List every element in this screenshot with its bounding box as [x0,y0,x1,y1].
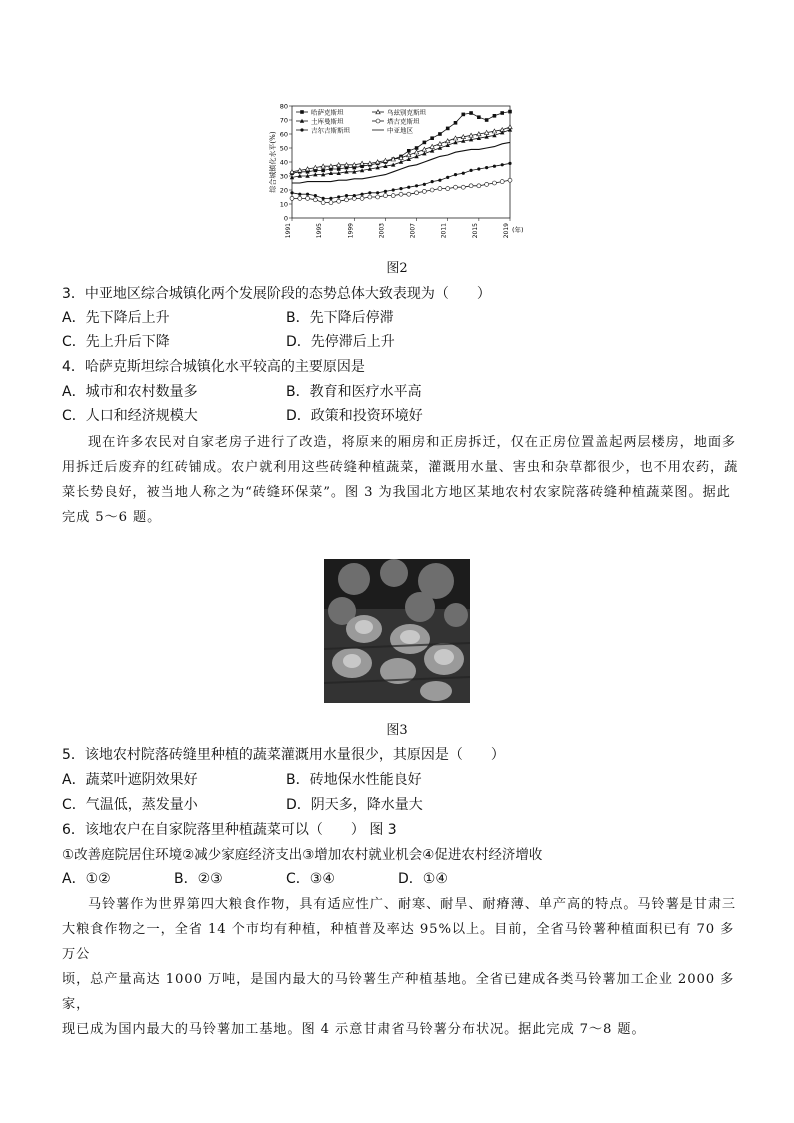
data-point [360,193,363,196]
data-point [422,189,426,193]
data-point [461,185,465,189]
urbanization-line-chart [266,100,528,248]
data-point [477,167,480,170]
legend-label: 塔吉克斯坦 [387,117,420,126]
q6-option-d: D．①④ [398,871,448,887]
question-6-stem: 6．该地农户在自家院落里种植蔬菜可以（ ） 图 3 [62,822,397,838]
q6-option-a: A．①② [62,871,111,887]
data-point [329,201,333,205]
y-tick-label: 80 [279,102,288,111]
x-tick-label: 2007 [409,223,417,239]
x-tick-label: 1995 [316,223,324,239]
passage-2-line-2: 大粮食作物之一，全省 14 个市均有种植，种植普及率达 95%以上。目前，全省马铃薯种植面积已有 70 多万公 [62,922,735,962]
data-point [306,196,310,200]
data-point [321,201,325,205]
data-point [313,198,317,202]
data-point [438,132,442,136]
data-point [391,194,395,198]
y-tick-label: 70 [279,116,288,125]
q3-option-c: C．先上升后下降 [62,334,170,350]
data-point [493,165,496,168]
y-axis-label: 综合城镇化水平(%) [269,131,277,193]
data-point [431,180,434,183]
data-point [383,194,387,198]
data-point [477,115,481,119]
question-6-items: ①改善庭院居住环境②减少家庭经济支出③增加农村就业机会④促进农村经济增收 [62,847,543,863]
x-tick-label: 2011 [440,223,448,239]
data-point [376,195,380,199]
q5-option-d: D．阴天多，降水量大 [286,797,423,813]
data-point [469,111,473,115]
data-point [407,186,410,189]
series-line-3 [292,180,510,202]
data-point [492,181,496,185]
passage-1-line-2: 用拆迁后废弃的红砖铺成。农户就利用这些砖缝种植蔬菜，灌溉用水量、害虫和杂草都很少，也不用农药，蔬 [62,460,739,475]
data-point [485,166,488,169]
passage-1-line-1: 现在许多农民对自家老房子进行了改造，将原来的厢房和正房拆迁，仅在正房位置盖起两层楼房，地面多 [88,435,737,450]
data-point [485,182,489,186]
x-tick-label: 1999 [347,223,355,239]
data-point [392,188,395,191]
passage-1-line-4: 完成 5～6 题。 [62,510,162,525]
q4-option-a: A．城市和农村数量多 [62,384,198,400]
data-point [477,184,481,188]
passage-brick-vegetables [62,430,742,530]
legend-label: 土库曼斯坦 [311,117,344,126]
data-point [493,114,497,118]
y-tick-label: 0 [283,214,288,223]
figure-3-caption: 图3 [386,723,408,738]
data-point [438,187,442,191]
data-point [321,169,325,173]
data-point [415,184,418,187]
data-point [407,192,411,196]
data-point [462,172,465,175]
data-point [290,196,294,200]
data-point [368,191,371,194]
data-point [461,113,465,117]
legend-label: 吉尔吉斯斯坦 [311,126,350,135]
data-point [322,197,325,200]
data-point [423,183,426,186]
question-4-stem: 4．哈萨克斯坦综合城镇化水平较高的主要原因是 [62,359,365,375]
data-point [306,193,309,196]
data-point [300,110,304,114]
data-point [430,188,434,192]
passage-2-line-1: 马铃薯作为世界第四大粮食作物，具有适应性广、耐寒、耐旱、耐瘠薄、单产高的特点。马铃薯是甘肃三 [88,897,737,912]
data-point [290,191,293,194]
data-point [407,149,411,153]
data-point [337,199,341,203]
q3-option-a: A．先下降后上升 [62,310,170,326]
passage-2-line-4: 现已成为国内最大的马铃薯加工基地。图 4 示意甘肃省马铃薯分布状况。据此完成 7～8 题。 [62,1022,646,1037]
data-point [298,196,302,200]
legend-label: 哈萨克斯坦 [311,108,344,117]
q4-option-c: C．人口和经济规模大 [62,408,198,424]
data-point [345,194,348,197]
x-axis-label: (年) [512,226,524,234]
data-point [500,111,504,115]
x-tick-label: 2019 [503,223,510,239]
vegetable-photo-illustration [324,559,470,703]
data-point [500,180,504,184]
data-point [446,176,449,179]
q6-option-b: B．②③ [174,871,223,887]
y-tick-label: 40 [279,158,288,167]
data-point [508,178,512,182]
legend-label: 乌兹别克斯坦 [387,108,426,117]
data-point [384,190,387,193]
data-point [446,187,450,191]
y-tick-label: 10 [279,200,288,209]
y-tick-label: 60 [279,130,288,139]
data-point [360,196,364,200]
data-point [508,162,511,165]
data-point [337,195,340,198]
q5-option-b: B．砖地保水性能良好 [286,772,422,788]
q3-option-d: D．先停滞后上升 [286,334,395,350]
figure-2-caption: 图2 [386,261,408,276]
q4-option-b: B．教育和医疗水平高 [286,384,422,400]
data-point [300,128,303,131]
x-tick-label: 2015 [471,223,479,239]
data-point [469,184,473,188]
data-point [415,191,419,195]
data-point [501,163,504,166]
data-point [368,195,372,199]
data-point [345,198,349,202]
data-point [298,193,301,196]
question-5-stem: 5．该地农村院落砖缝里种植的蔬菜灌溉用水量很少，其原因是（ ） [62,747,505,763]
passage-potato-gansu [62,892,742,1042]
q4-option-d: D．政策和投资环境好 [286,408,423,424]
figure-2-chart [266,100,528,248]
data-point [353,194,356,197]
data-point [329,197,332,200]
passage-1-line-3: 菜长势良好，被当地人称之为“砖缝环保菜”。图 3 为我国北方地区某地农村农家院落砖缝种植蔬菜图。据此 [62,485,731,500]
data-point [337,167,341,171]
q3-option-b: B．先下降后停滞 [286,310,394,326]
data-point [399,192,403,196]
data-point [446,127,450,131]
legend-label: 中亚地区 [387,126,413,135]
data-point [430,136,434,140]
figure-3-photo [324,559,470,703]
y-tick-label: 20 [279,186,288,195]
q5-option-a: A．蔬菜叶遮阴效果好 [62,772,198,788]
data-point [454,185,458,189]
data-point [454,121,458,125]
data-point [376,191,379,194]
data-point [314,194,317,197]
data-point [508,110,512,114]
data-point [438,179,441,182]
data-point [376,119,380,123]
y-tick-label: 30 [279,172,288,181]
x-tick-label: 1991 [285,223,292,239]
data-point [485,118,489,122]
data-point [454,173,457,176]
question-3-stem: 3．中亚地区综合城镇化两个发展阶段的态势总体大致表现为（ ） [62,286,491,302]
data-point [469,169,472,172]
q6-option-c: C．③④ [286,871,335,887]
data-point [399,187,402,190]
x-tick-label: 2003 [378,223,386,239]
data-point [415,146,419,150]
passage-2-line-3: 顷，总产量高达 1000 万吨，是国内最大的马铃薯生产种植基地。全省已建成各类马铃薯加工企业 2000 多家， [62,972,735,1012]
q5-option-c: C．气温低，蒸发量小 [62,797,198,813]
y-tick-label: 50 [279,144,288,153]
data-point [423,141,427,145]
